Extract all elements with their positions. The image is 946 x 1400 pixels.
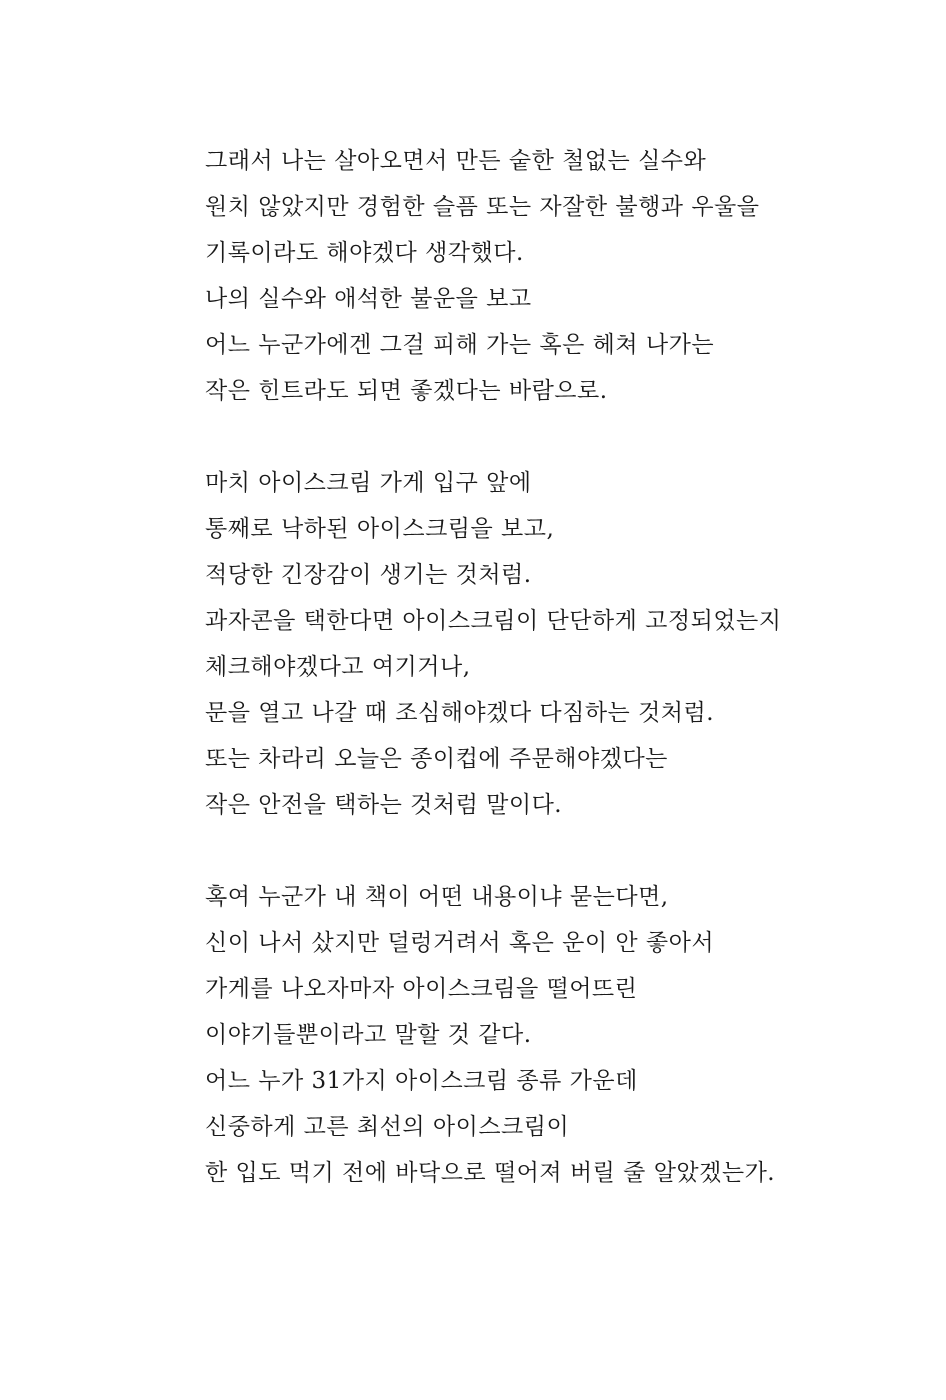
paragraph-gap <box>205 414 905 460</box>
text-line: 마치 아이스크림 가게 입구 앞에 <box>205 470 532 496</box>
text-line: 한 입도 먹기 전에 바닥으로 떨어져 버릴 줄 알았겠는가. <box>205 1160 776 1186</box>
body-text <box>205 138 905 1196</box>
text-line: 이야기들뿐이라고 말할 것 같다. <box>205 1022 532 1048</box>
text-line: 어느 누군가에겐 그걸 피해 가는 혹은 헤쳐 나가는 <box>205 332 715 358</box>
text-line: 나의 실수와 애석한 불운을 보고 <box>205 286 532 312</box>
text-line: 과자콘을 택한다면 아이스크림이 단단하게 고정되었는지 <box>205 608 782 634</box>
text-line: 원치 않았지만 경험한 슬픔 또는 자잘한 불행과 우울을 <box>205 194 760 220</box>
paragraph-3 <box>205 874 905 1196</box>
text-line: 문을 열고 나갈 때 조심해야겠다 다짐하는 것처럼. <box>205 700 715 726</box>
text-line: 어느 누가 31가지 아이스크림 종류 가운데 <box>205 1068 638 1094</box>
text-line: 그래서 나는 살아오면서 만든 숱한 철없는 실수와 <box>205 148 707 174</box>
text-line: 또는 차라리 오늘은 종이컵에 주문해야겠다는 <box>205 746 668 772</box>
text-line: 작은 힌트라도 되면 좋겠다는 바람으로. <box>205 378 608 404</box>
paragraph-2 <box>205 460 905 828</box>
text-line: 가게를 나오자마자 아이스크림을 떨어뜨린 <box>205 976 638 1002</box>
text-line: 통째로 낙하된 아이스크림을 보고, <box>205 516 555 542</box>
text-line: 체크해야겠다고 여기거나, <box>205 654 471 680</box>
text-line: 기록이라도 해야겠다 생각했다. <box>205 240 524 266</box>
paragraph-gap <box>205 828 905 874</box>
text-line: 적당한 긴장감이 생기는 것처럼. <box>205 562 532 588</box>
paragraph-1 <box>205 138 905 414</box>
text-line: 작은 안전을 택하는 것처럼 말이다. <box>205 792 563 818</box>
text-line: 혹여 누군가 내 책이 어떤 내용이냐 묻는다면, <box>205 884 669 910</box>
text-line: 신중하게 고른 최선의 아이스크림이 <box>205 1114 570 1140</box>
text-line: 신이 나서 샀지만 덜렁거려서 혹은 운이 안 좋아서 <box>205 930 715 956</box>
